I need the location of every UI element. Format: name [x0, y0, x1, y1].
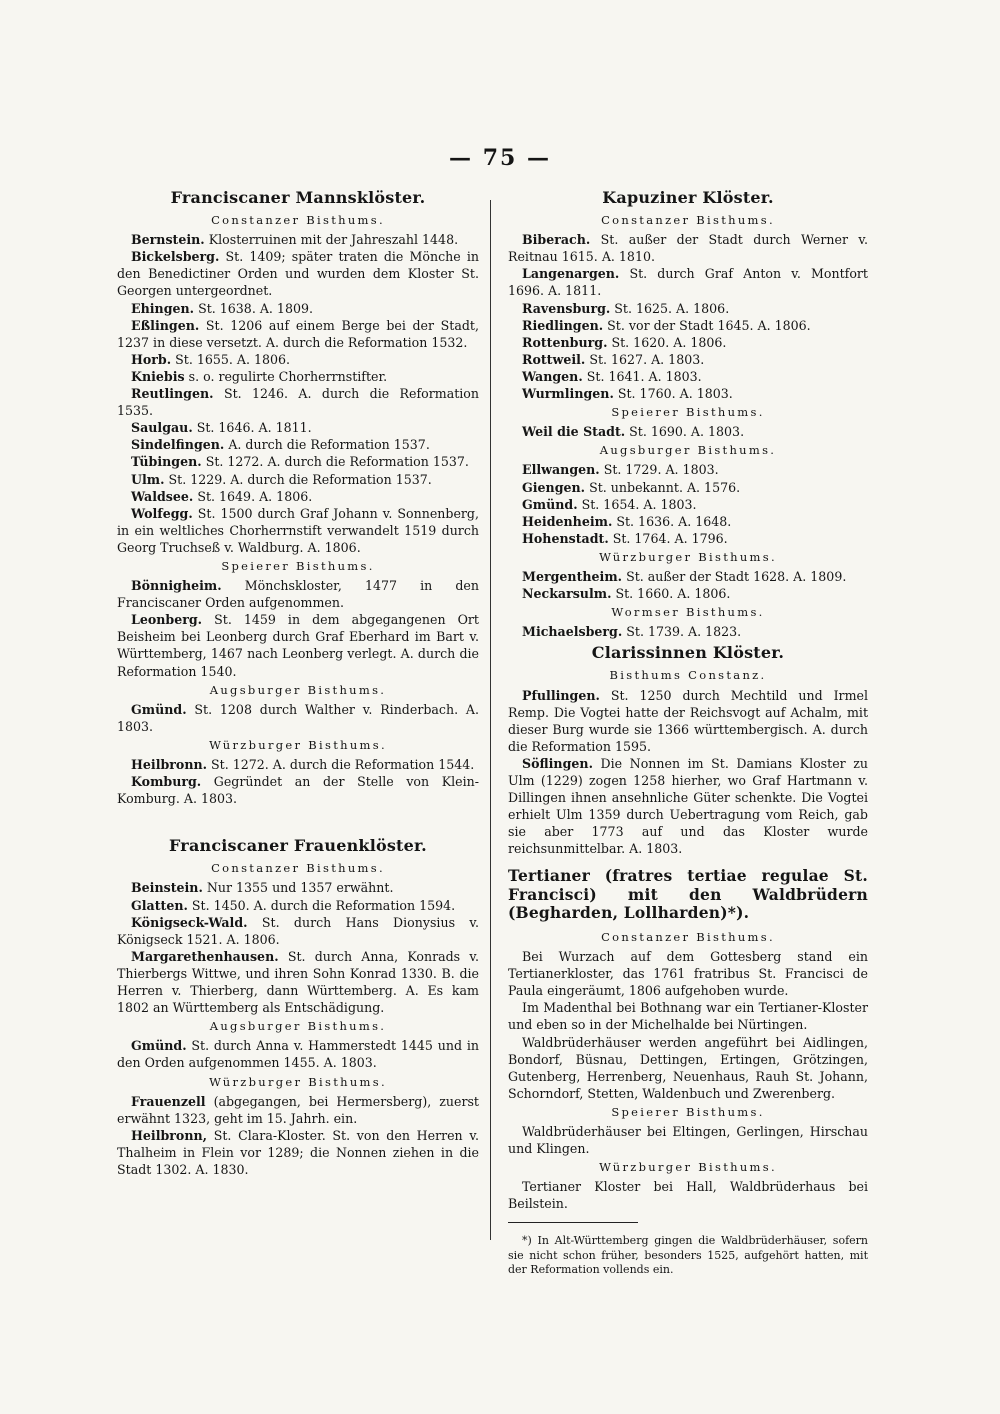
monastery-name: Bickelsberg. — [131, 249, 220, 265]
monastery-name: Weil die Stadt. — [522, 424, 626, 440]
diocese-heading: Wormser Bisthums. — [611, 605, 765, 620]
monastery-description: St. Clara-Kloster. St. von den Herren v. Thalheim in Flein vor 1289; die Nonnen ziehen in die Stadt 1302. A. 1830. — [117, 1127, 479, 1177]
monastery-description: St. 1459 in dem abgegangenen Ort Beisheim bei Leonberg durch Graf Eberhard im Bart v. Württemberg, 1467 nach Leonberg verlegt. A. durch die Reformation 1540. — [117, 612, 479, 679]
monastery-entry — [117, 611, 479, 679]
monastery-description: St. 1739. A. 1823. — [626, 624, 742, 640]
monastery-description: St. 1764. A. 1796. — [612, 530, 728, 546]
monastery-entry — [508, 687, 868, 755]
diocese-heading: Speierer Bisthums. — [611, 1104, 765, 1119]
monastery-description: St. 1729. A. 1803. — [603, 462, 719, 478]
monastery-description: St. unbekannt. A. 1576. — [589, 479, 741, 495]
monastery-entry — [508, 351, 868, 368]
monastery-name: Gmünd. — [131, 701, 187, 717]
monastery-entry — [117, 471, 479, 488]
monastery-entry — [508, 513, 868, 530]
monastery-description: Klosterruinen mit der Jahreszahl 1448. — [208, 232, 459, 248]
monastery-entry — [117, 948, 479, 1016]
diocese-heading: Constanzer Bisthums. — [211, 213, 385, 228]
monastery-description: St. 1500 durch Graf Johann v. Sonnenberg, in ein weltliches Chorherrnstift verwandelt 1519 durch Georg Truchseß v. Waldburg. A. 1806. — [117, 505, 479, 555]
body-paragraph: Bei Wurzach auf dem Gottesberg stand ein Tertianerkloster, das 1761 fratribus St. Francisci de Paula eingeräumt, 1806 aufgehoben wurde. — [508, 949, 868, 999]
section-title: Franciscaner Mannsklöster. — [170, 188, 426, 207]
monastery-name: Ehingen. — [131, 300, 195, 316]
monastery-name: Sindelfingen. — [131, 437, 225, 453]
diocese-heading: Speierer Bisthums. — [221, 558, 375, 573]
monastery-entry — [117, 577, 479, 611]
right-column — [508, 185, 868, 1288]
monastery-description: St. 1208 durch Walther v. Rinderbach. A. 1803. — [117, 701, 479, 734]
monastery-description: (abgegangen, bei Hermersberg), zuerst erwähnt 1323, geht im 15. Jahrh. ein. — [117, 1093, 479, 1126]
monastery-entry — [117, 488, 479, 505]
diocese-heading: Augsburger Bisthums. — [599, 443, 777, 458]
monastery-name: Neckarsulm. — [522, 586, 612, 602]
monastery-entry — [117, 300, 479, 317]
monastery-description: St. durch Anna v. Hammerstedt 1445 und in den Orden aufgenommen 1455. A. 1803. — [117, 1038, 479, 1071]
monastery-name: Glatten. — [131, 897, 188, 913]
monastery-entry — [117, 248, 479, 299]
monastery-entry — [508, 496, 868, 513]
monastery-name: Waldsee. — [131, 488, 194, 504]
monastery-description: St. 1646. A. 1811. — [196, 420, 312, 436]
monastery-description: St. außer der Stadt 1628. A. 1809. — [626, 568, 847, 584]
monastery-entry — [508, 530, 868, 547]
monastery-name: Bernstein. — [131, 232, 205, 248]
diocese-heading: Augsburger Bisthums. — [209, 682, 387, 697]
monastery-entry — [508, 461, 868, 478]
monastery-description: s. o. regulirte Chorherrnstifter. — [188, 368, 388, 384]
monastery-entry — [117, 1127, 479, 1178]
monastery-entry — [508, 423, 868, 440]
monastery-name: Heilbronn. — [131, 757, 208, 772]
monastery-description: St. durch Graf Anton v. Montfort 1696. A. 1811. — [508, 266, 868, 299]
monastery-entry — [508, 385, 868, 402]
monastery-description: St. 1625. A. 1806. — [614, 300, 730, 316]
monastery-entry — [117, 385, 479, 419]
monastery-entry — [117, 897, 479, 914]
diocese-heading: Bisthums Constanz. — [609, 668, 767, 683]
monastery-name: Frauenzell — [131, 1093, 206, 1109]
monastery-entry — [117, 1037, 479, 1071]
monastery-entry — [508, 479, 868, 496]
monastery-entry — [117, 1093, 479, 1127]
monastery-description: Mönchskloster, 1477 in den Franciscaner Orden aufgenommen. — [117, 578, 479, 611]
monastery-name: Mergentheim. — [522, 568, 623, 584]
monastery-entry — [117, 773, 479, 807]
column-divider — [490, 200, 491, 1240]
monastery-description: St. 1636. A. 1648. — [616, 513, 732, 529]
monastery-name: Königseck-Wald. — [131, 914, 248, 930]
monastery-entry — [117, 701, 479, 735]
monastery-description: St. 1246. A. durch die Reformation 1535. — [117, 386, 479, 419]
monastery-entry — [508, 265, 868, 299]
monastery-description: St. 1641. A. 1803. — [586, 368, 702, 384]
monastery-entry — [117, 231, 479, 248]
monastery-name: Biberach. — [522, 232, 591, 248]
monastery-name: Langenargen. — [522, 266, 620, 282]
monastery-entry — [117, 436, 479, 453]
monastery-description: St. 1649. A. 1806. — [197, 488, 313, 504]
monastery-description: St. 1627. A. 1803. — [589, 351, 705, 367]
monastery-name: Michaelsberg. — [522, 624, 623, 640]
monastery-entry — [117, 914, 479, 948]
page-number: — 75 — — [449, 145, 551, 171]
monastery-name: Pfullingen. — [522, 687, 600, 703]
monastery-description: Nur 1355 und 1357 erwähnt. — [206, 880, 394, 896]
diocese-heading: Constanzer Bisthums. — [211, 861, 385, 876]
monastery-description: St. 1229. A. durch die Reformation 1537. — [168, 471, 432, 487]
diocese-heading: Constanzer Bisthums. — [601, 213, 775, 228]
body-paragraph: Im Madenthal bei Bothnang war ein Tertianer-Kloster und eben so in der Michelhalde bei Nürtingen. — [508, 1000, 868, 1033]
monastery-entry — [508, 568, 868, 585]
monastery-name: Wurmlingen. — [522, 386, 614, 402]
monastery-entry — [117, 351, 479, 368]
monastery-name: Beinstein. — [131, 880, 203, 896]
monastery-name: Eßlingen. — [131, 317, 200, 333]
monastery-name: Saulgau. — [131, 420, 193, 436]
body-paragraph: Waldbrüderhäuser werden angeführt bei Aidlingen, Bondorf, Büsnau, Dettingen, Ertingen, Grötzingen, Gutenberg, Herrenberg, Neuenhaus, Rauh St. Johann, Schorndorf, Stetten, Waldenbuch und Zwerenberg. — [508, 1034, 868, 1101]
monastery-description: St. 1660. A. 1806. — [615, 586, 731, 602]
footnote-rule — [508, 1222, 638, 1223]
diocese-heading: Augsburger Bisthums. — [209, 1019, 387, 1034]
monastery-description: St. vor der Stadt 1645. A. 1806. — [607, 317, 811, 333]
diocese-heading: Würzburger Bisthums. — [209, 1074, 387, 1089]
monastery-name: Leonberg. — [131, 612, 203, 628]
monastery-entry — [117, 505, 479, 556]
body-paragraph: Tertianer Kloster bei Hall, Waldbrüderhaus bei Beilstein. — [508, 1179, 868, 1212]
diocese-heading: Würzburger Bisthums. — [599, 1160, 777, 1175]
monastery-name: Kniebis — [131, 368, 185, 384]
monastery-name: Margarethenhausen. — [131, 948, 279, 964]
monastery-entry — [508, 231, 868, 265]
monastery-description: St. 1690. A. 1803. — [629, 424, 745, 440]
monastery-description: St. außer der Stadt durch Werner v. Reitnau 1615. A. 1810. — [508, 232, 868, 265]
monastery-name: Heilbronn, — [131, 1127, 208, 1143]
monastery-entry — [117, 368, 479, 385]
monastery-entry — [508, 623, 868, 640]
monastery-name: Rottweil. — [522, 351, 586, 367]
monastery-name: Ellwangen. — [522, 462, 600, 478]
monastery-name: Rottenburg. — [522, 334, 608, 350]
monastery-description: St. 1450. A. durch die Reformation 1594. — [191, 897, 456, 913]
monastery-name: Bönnigheim. — [131, 578, 222, 594]
monastery-entry — [117, 756, 479, 773]
footnote: *) In Alt-Württemberg gingen die Waldbrüderhäuser, sofern sie nicht schon früher, besonders 1525, aufgehört hatten, mit der Reformation vollends ein. — [508, 1234, 868, 1276]
monastery-description: St. 1638. A. 1809. — [198, 300, 313, 316]
monastery-name: Horb. — [131, 351, 172, 367]
monastery-name: Ravensburg. — [522, 300, 611, 316]
body-paragraph: Waldbrüderhäuser bei Eltingen, Gerlingen, Hirschau und Klingen. — [508, 1124, 868, 1157]
section-title: Clarissinnen Klöster. — [591, 643, 785, 663]
monastery-description: St. 1760. A. 1803. — [617, 386, 733, 402]
monastery-name: Ulm. — [131, 471, 165, 487]
monastery-name: Gmünd. — [522, 496, 578, 512]
monastery-name: Söflingen. — [522, 755, 593, 771]
monastery-name: Gmünd. — [131, 1038, 187, 1054]
section-title: Tertianer (fratres tertiae regulae St. Francisci) mit den Waldbrüdern (Begharden, Lollharden)*). — [508, 866, 868, 923]
monastery-entry — [117, 419, 479, 436]
monastery-name: Wolfegg. — [131, 505, 193, 521]
monastery-name: Komburg. — [131, 774, 202, 790]
monastery-description: St. 1409; später traten die Mönche in den Benedictiner Orden und wurden dem Kloster St. Georgen untergeordnet. — [117, 249, 479, 299]
monastery-name: Heidenheim. — [522, 513, 613, 529]
monastery-description: St. 1206 auf einem Berge bei der Stadt, 1237 in diese versetzt. A. durch die Reformation 1532. — [117, 317, 479, 350]
monastery-description: St. 1654. A. 1803. — [581, 496, 697, 512]
monastery-entry — [117, 453, 479, 470]
monastery-description: Die Nonnen im St. Damians Kloster zu Ulm (1229) zogen 1258 hierher, wo Graf Hartmann v. Dillingen ihnen ansehnliche Güter schenkte. Die Vogtei erhielt Ulm 1359 durch Uebertragung vom Reich, gab sie aber 1773 auf und das Kloster wurde reichsunmittelbar. A. 1803. — [508, 755, 868, 857]
section-title: Franciscaner Frauenklöster. — [169, 836, 427, 856]
section-spacer — [117, 807, 479, 833]
monastery-entry — [508, 755, 868, 858]
monastery-name: Reutlingen. — [131, 386, 214, 402]
monastery-description: Gegründet an der Stelle von Klein-Komburg. A. 1803. — [117, 774, 479, 807]
diocese-heading: Würzburger Bisthums. — [209, 737, 387, 752]
monastery-entry — [508, 585, 868, 602]
monastery-entry — [117, 317, 479, 351]
monastery-entry — [508, 300, 868, 317]
monastery-name: Hohenstadt. — [522, 530, 609, 546]
diocese-heading: Würzburger Bisthums. — [599, 549, 777, 564]
section-title: Kapuziner Klöster. — [602, 188, 774, 207]
monastery-description: St. 1620. A. 1806. — [611, 334, 727, 350]
monastery-description: St. 1272. A. durch die Reformation 1537. — [205, 454, 469, 470]
monastery-entry — [508, 334, 868, 351]
monastery-entry — [117, 879, 479, 896]
left-column — [117, 185, 479, 1178]
monastery-description: St. durch Hans Dionysius v. Königseck 1521. A. 1806. — [117, 914, 479, 947]
diocese-heading: Constanzer Bisthums. — [601, 929, 775, 944]
monastery-description: St. 1250 durch Mechtild und Irmel Remp. Die Vogtei hatte der Reichsvogt auf Achalm, mit dieser Burg wurde sie 1366 württembergisch. A. durch die Reformation 1595. — [508, 687, 868, 754]
diocese-heading: Speierer Bisthums. — [611, 405, 765, 420]
monastery-description: St. 1272. A. durch die Reformation 1544. — [211, 757, 475, 772]
monastery-name: Tübingen. — [131, 454, 202, 470]
monastery-description: St. 1655. A. 1806. — [175, 351, 291, 367]
monastery-name: Riedlingen. — [522, 317, 604, 333]
monastery-name: Giengen. — [522, 479, 586, 495]
monastery-description: St. durch Anna, Konrads v. Thierbergs Wittwe, und ihren Sohn Konrad 1330. B. die Herren v. Thierberg, dann Württemberg. A. Es kam 1802 an Württemberg als Entschädigung. — [117, 948, 479, 1016]
monastery-description: A. durch die Reformation 1537. — [228, 437, 430, 453]
monastery-entry — [508, 317, 868, 334]
monastery-name: Wangen. — [522, 368, 583, 384]
monastery-entry — [508, 368, 868, 385]
